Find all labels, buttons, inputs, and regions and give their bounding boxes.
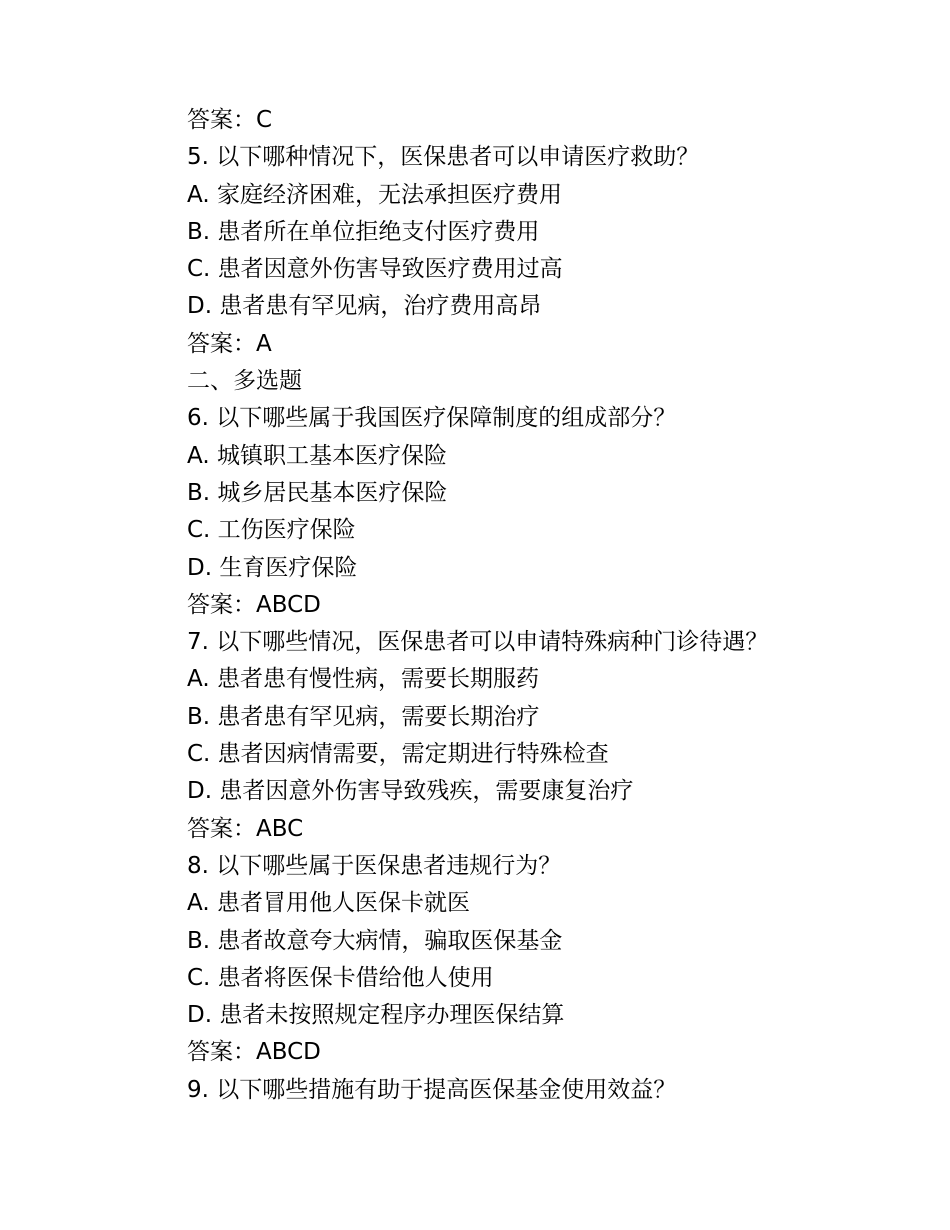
option-line: B. 患者故意夸大病情，骗取医保基金 [187,927,563,954]
answer-line: 答案：ABCD [187,1039,321,1066]
option-line: D. 生育医疗保险 [187,554,358,581]
document-body [187,102,887,1109]
question-5: 5. 以下哪种情况下，医保患者可以申请医疗救助？ [187,144,700,171]
answer-line: 答案：ABCD [187,591,321,618]
answer-line: 答案：C [187,107,273,133]
option-line: C. 工伤医疗保险 [187,517,356,544]
option-line: C. 患者因病情需要，需定期进行特殊检查 [187,741,609,768]
question-6: 6. 以下哪些属于我国医疗保障制度的组成部分？ [187,405,677,432]
option-line: A. 家庭经济困难，无法承担医疗费用 [187,181,562,208]
option-line: A. 患者冒用他人医保卡就医 [187,890,470,917]
answer-line: 答案：A [187,330,272,357]
option-line: B. 城乡居民基本医疗保险 [187,479,448,506]
answer-line: 答案：ABC [187,815,304,842]
option-line: B. 患者患有罕见病，需要长期治疗 [187,703,540,730]
option-line: D. 患者患有罕见病，治疗费用高昂 [187,293,542,320]
option-line: C. 患者因意外伤害导致医疗费用过高 [187,256,563,283]
question-9: 9. 以下哪些措施有助于提高医保基金使用效益？ [187,1076,677,1103]
section-heading: 二、多选题 [187,368,302,395]
question-7: 7. 以下哪些情况，医保患者可以申请特殊病种门诊待遇？ [187,629,769,656]
option-line: D. 患者因意外伤害导致残疾，需要康复治疗 [187,778,634,805]
option-line: B. 患者所在单位拒绝支付医疗费用 [187,218,540,245]
option-line: A. 城镇职工基本医疗保险 [187,442,447,469]
option-line: C. 患者将医保卡借给他人使用 [187,964,494,991]
option-line: A. 患者患有慢性病，需要长期服药 [187,666,539,693]
option-line: D. 患者未按照规定程序办理医保结算 [187,1002,565,1029]
question-8: 8. 以下哪些属于医保患者违规行为？ [187,852,562,879]
